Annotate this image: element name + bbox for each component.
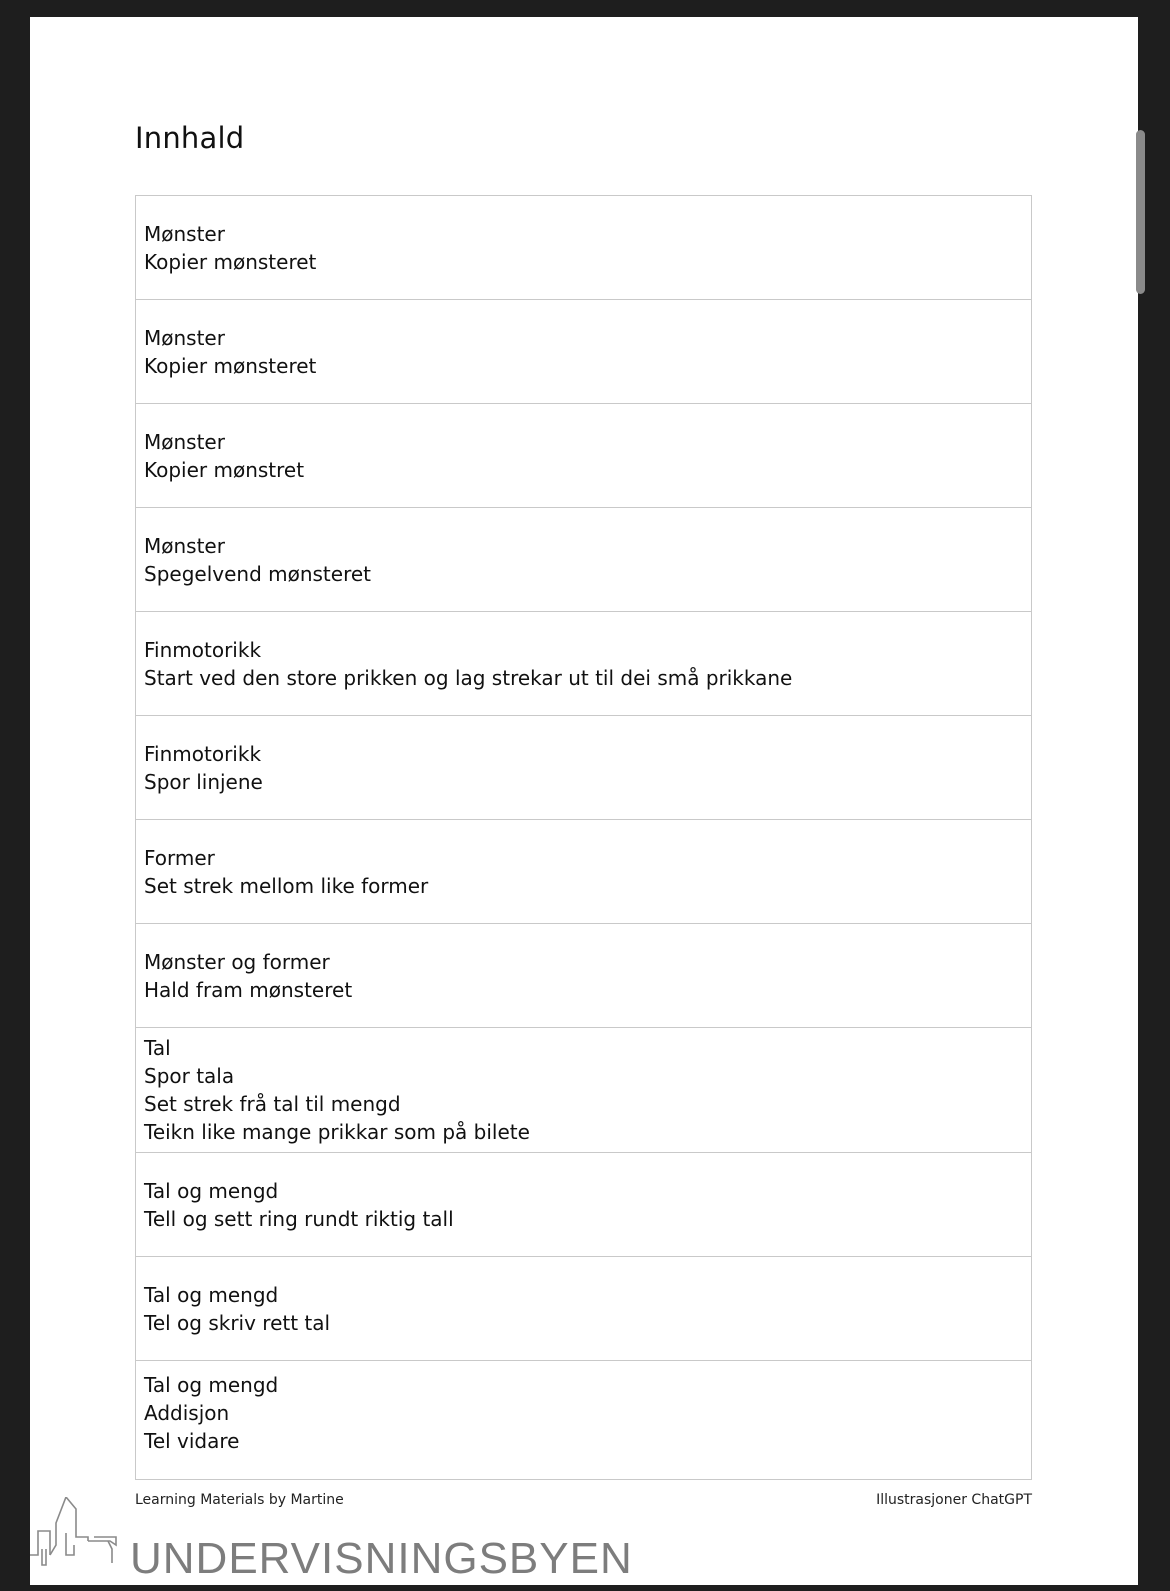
table-row [136,716,1031,820]
table-row [136,1361,1031,1465]
entry-line: Addisjon [144,1401,230,1425]
scrollbar-thumb[interactable] [1136,130,1145,294]
entry-heading: Mønster [144,325,225,350]
table-row [136,404,1031,508]
entry-heading: Tal og mengd [144,1373,279,1397]
entry-heading: Mønster [144,533,225,558]
entry-line: Tel og skriv rett tal [144,1310,331,1335]
entry-line: Kopier mønsteret [144,353,317,378]
entry-heading: Finmotorikk [144,637,262,662]
table-row [136,508,1031,612]
entry-heading: Mønster [144,221,225,246]
entry-heading: Tal og mengd [144,1282,279,1307]
entry-line: Spor linjene [144,769,263,794]
table-row [136,196,1031,300]
entry-line: Tel vidare [144,1429,240,1453]
watermark-text: UNDERVISNINGSBYEN [130,1534,633,1583]
entry-heading: Tal og mengd [144,1178,279,1203]
table-row [136,924,1031,1028]
entry-line: Start ved den store prikken og lag strekar ut til dei små prikkane [144,665,793,690]
entry-line: Spor tala [144,1064,235,1088]
table-row [136,820,1031,924]
entry-line: Tell og sett ring rundt riktig tall [144,1206,454,1231]
entry-line: Kopier mønsteret [144,249,317,274]
document-page [30,17,1138,1585]
entry-heading: Mønster [144,429,225,454]
footer-credit-left: Learning Materials by Martine [135,1492,344,1508]
entry-heading: Former [144,845,215,870]
entry-line: Set strek mellom like former [144,873,429,898]
table-row [136,1028,1031,1153]
table-row [136,300,1031,404]
table-row [136,1257,1031,1361]
entry-line: Teikn like mange prikkar som på bilete [144,1120,530,1144]
footer-credit-right: Illustrasjoner ChatGPT [876,1492,1032,1508]
entry-line: Set strek frå tal til mengd [144,1092,401,1116]
table-row [136,612,1031,716]
entry-heading: Finmotorikk [144,741,262,766]
entry-line: Spegelvend mønsteret [144,561,372,586]
entry-line: Kopier mønstret [144,457,305,482]
entry-heading: Mønster og former [144,949,330,974]
entry-heading: Tal [144,1036,171,1060]
contents-table [135,195,1032,1480]
table-row [136,1153,1031,1257]
entry-line: Hald fram mønsteret [144,977,353,1002]
page-title: Innhald [135,121,245,155]
